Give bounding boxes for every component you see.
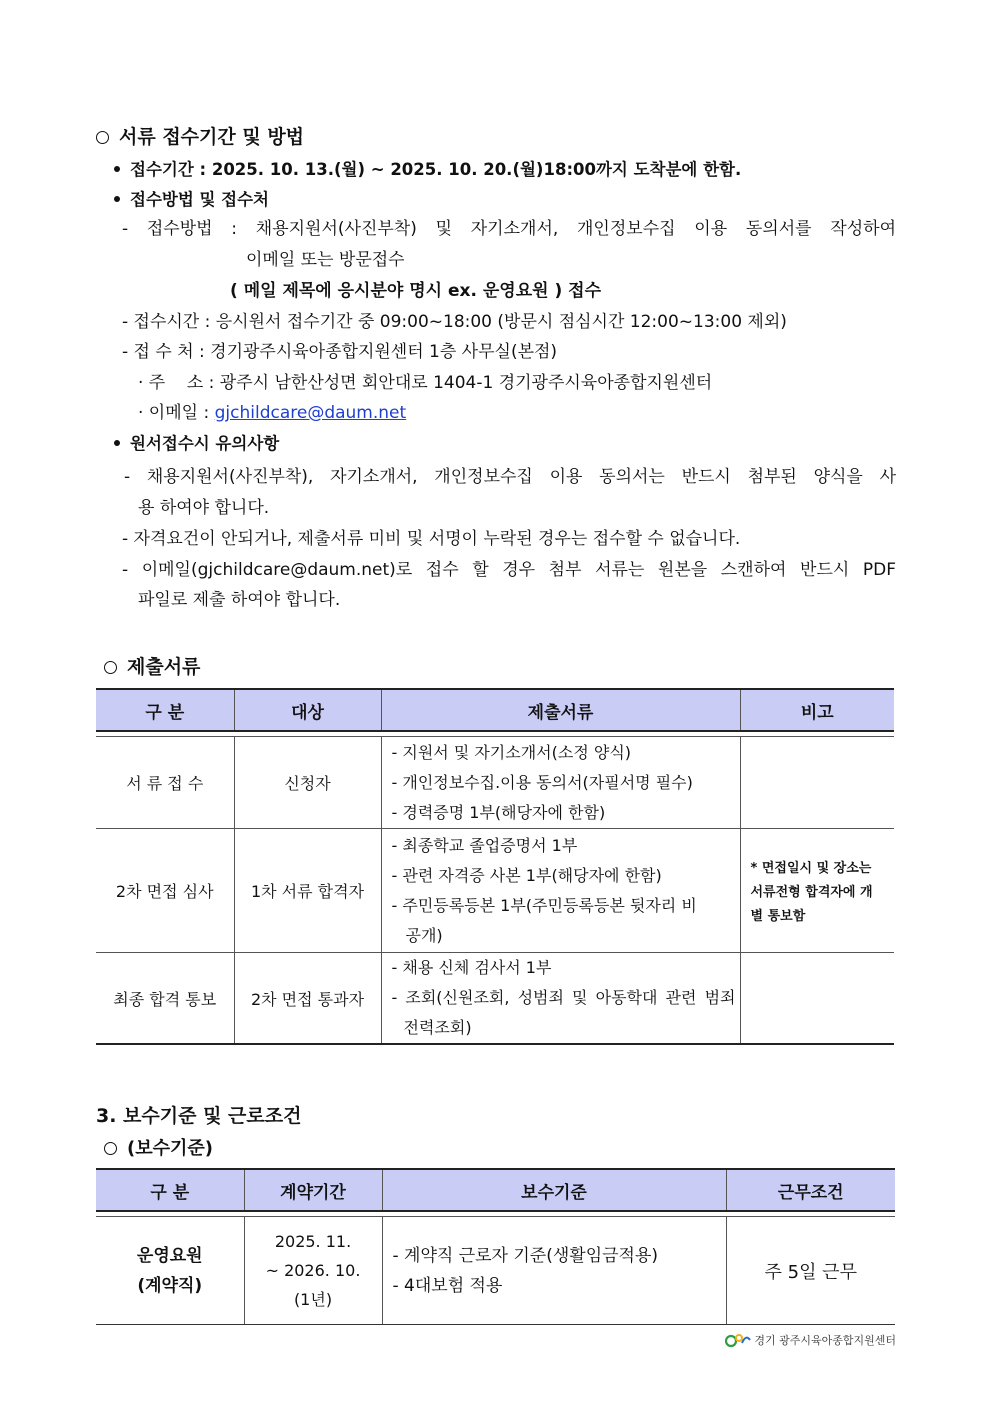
list-item: - 채용 신체 검사서 1부 bbox=[391, 958, 552, 977]
header-period: 계약기간 bbox=[244, 1169, 382, 1211]
notice-1b: 용 하여야 합니다. bbox=[138, 498, 270, 518]
list-item: - 4대보험 적용 bbox=[392, 1275, 503, 1296]
table-row bbox=[96, 737, 894, 829]
row-target: 신청자 bbox=[234, 737, 381, 829]
row-category: 최종 합격 통보 bbox=[96, 953, 234, 1045]
method-heading: 접수방법 및 접수처 bbox=[114, 186, 269, 210]
row-documents bbox=[381, 737, 740, 829]
list-item: - 경력증명 1부(해당자에 한함) bbox=[391, 802, 606, 822]
row-target: 2차 면접 통과자 bbox=[234, 953, 381, 1045]
row-note: * 면접일시 및 장소는 서류전형 합격자에 개별 통보함 bbox=[740, 829, 894, 953]
email-link[interactable]: gjchildcare@daum.net bbox=[214, 403, 407, 423]
header-condition: 근무조건 bbox=[726, 1169, 895, 1211]
table-row bbox=[96, 953, 894, 1045]
circle-bullet-icon bbox=[104, 1142, 117, 1155]
row-documents bbox=[381, 953, 740, 1045]
list-item: - 주민등록등본 1부(주민등록등본 뒷자리 비공개) bbox=[391, 895, 697, 945]
footer-logo bbox=[725, 1332, 896, 1348]
time-line: - 접수시간 : 응시원서 접수기간 중 09:00~18:00 (방문시 점심시간 12:00~13:00 제외) bbox=[122, 312, 787, 332]
section-title-documents: 제출서류 bbox=[104, 652, 200, 679]
row-condition: 주 5일 근무 bbox=[726, 1217, 895, 1325]
email-line: · 이메일 : gjchildcare@daum.net bbox=[138, 403, 407, 423]
notice-1a: - 채용지원서(사진부착), 자기소개서, 개인정보수집 이용 동의서는 반드시 첨부된 양식을 사 bbox=[124, 467, 896, 487]
header-category: 구 분 bbox=[96, 689, 234, 731]
list-item: - 조회(신원조회, 성범죄 및 아동학대 관련 범죄 전력조회) bbox=[391, 988, 736, 1037]
method-line-2: 이메일 또는 방문접수 bbox=[246, 250, 405, 270]
table-row bbox=[96, 1217, 895, 1325]
section-title-application: 서류 접수기간 및 방법 bbox=[96, 122, 304, 149]
header-target: 대상 bbox=[234, 689, 381, 731]
header-pay: 보수기준 bbox=[382, 1169, 726, 1211]
bullet-dot-icon bbox=[114, 166, 120, 172]
header-documents: 제출서류 bbox=[381, 689, 740, 731]
list-item: - 개인정보수집.이용 동의서(자필서명 필수) bbox=[391, 772, 693, 792]
list-item: - 계약직 근로자 기준(생활임금적용) bbox=[392, 1245, 659, 1266]
notice-3a: - 이메일(gjchildcare@daum.net)로 접수 할 경우 첨부 서류는 원본을 스캔하여 반드시 PDF bbox=[122, 560, 896, 580]
bullet-dot-icon bbox=[114, 440, 120, 446]
header-category: 구 분 bbox=[96, 1169, 244, 1211]
header-note: 비고 bbox=[740, 689, 894, 731]
row-note bbox=[740, 953, 894, 1045]
section-subtitle-pay: (보수기준) bbox=[104, 1134, 213, 1160]
circle-bullet-icon bbox=[104, 661, 117, 674]
row-documents bbox=[381, 829, 740, 953]
method-line-1: - 접수방법 : 채용지원서(사진부착) 및 자기소개서, 개인정보수집 이용 동의서를 작성하여 bbox=[122, 219, 896, 239]
list-item: - 최종학교 졸업증명서 1부 bbox=[391, 835, 578, 855]
row-target: 1차 서류 합격자 bbox=[234, 829, 381, 953]
row-category: 운영요원 (계약직) bbox=[96, 1217, 244, 1325]
pay-table bbox=[96, 1168, 895, 1325]
notice-3b: 파일로 제출 하여야 합니다. bbox=[138, 590, 341, 610]
method-line-3: ( 메일 제목에 응시분야 명시 ex. 운영요원 ) 접수 bbox=[230, 281, 602, 301]
circle-bullet-icon bbox=[96, 131, 109, 144]
footer-logo-text: 경기 광주시육아종합지원센터 bbox=[754, 1334, 896, 1347]
center-logo-icon bbox=[725, 1332, 751, 1348]
row-period: 2025. 11. ~ 2026. 10. (1년) bbox=[244, 1217, 382, 1325]
row-pay bbox=[382, 1217, 726, 1325]
row-note bbox=[740, 737, 894, 829]
bullet-dot-icon bbox=[114, 196, 120, 202]
documents-table bbox=[96, 688, 894, 1045]
list-item: - 지원서 및 자기소개서(소정 양식) bbox=[391, 742, 632, 762]
address-line: · 주 소 : 광주시 남한산성면 회안대로 1404-1 경기광주시육아종합지원센터 bbox=[138, 373, 713, 393]
application-period: 접수기간 : 2025. 10. 13.(월) ~ 2025. 10. 20.(월)18:00까지 도착분에 한함. bbox=[114, 156, 741, 180]
notice-heading: 원서접수시 유의사항 bbox=[114, 430, 279, 454]
place-line: - 접 수 처 : 경기광주시육아종합지원센터 1층 사무실(본점) bbox=[122, 342, 558, 362]
notice-2: - 자격요건이 안되거나, 제출서류 미비 및 서명이 누락된 경우는 접수할 수 없습니다. bbox=[122, 529, 741, 549]
row-category: 서 류 접 수 bbox=[96, 737, 234, 829]
section-title-pay: 3. 보수기준 및 근로조건 bbox=[96, 1105, 302, 1127]
list-item: - 관련 자격증 사본 1부(해당자에 한함) bbox=[391, 865, 662, 885]
table-row bbox=[96, 829, 894, 953]
row-category: 2차 면접 심사 bbox=[96, 829, 234, 953]
